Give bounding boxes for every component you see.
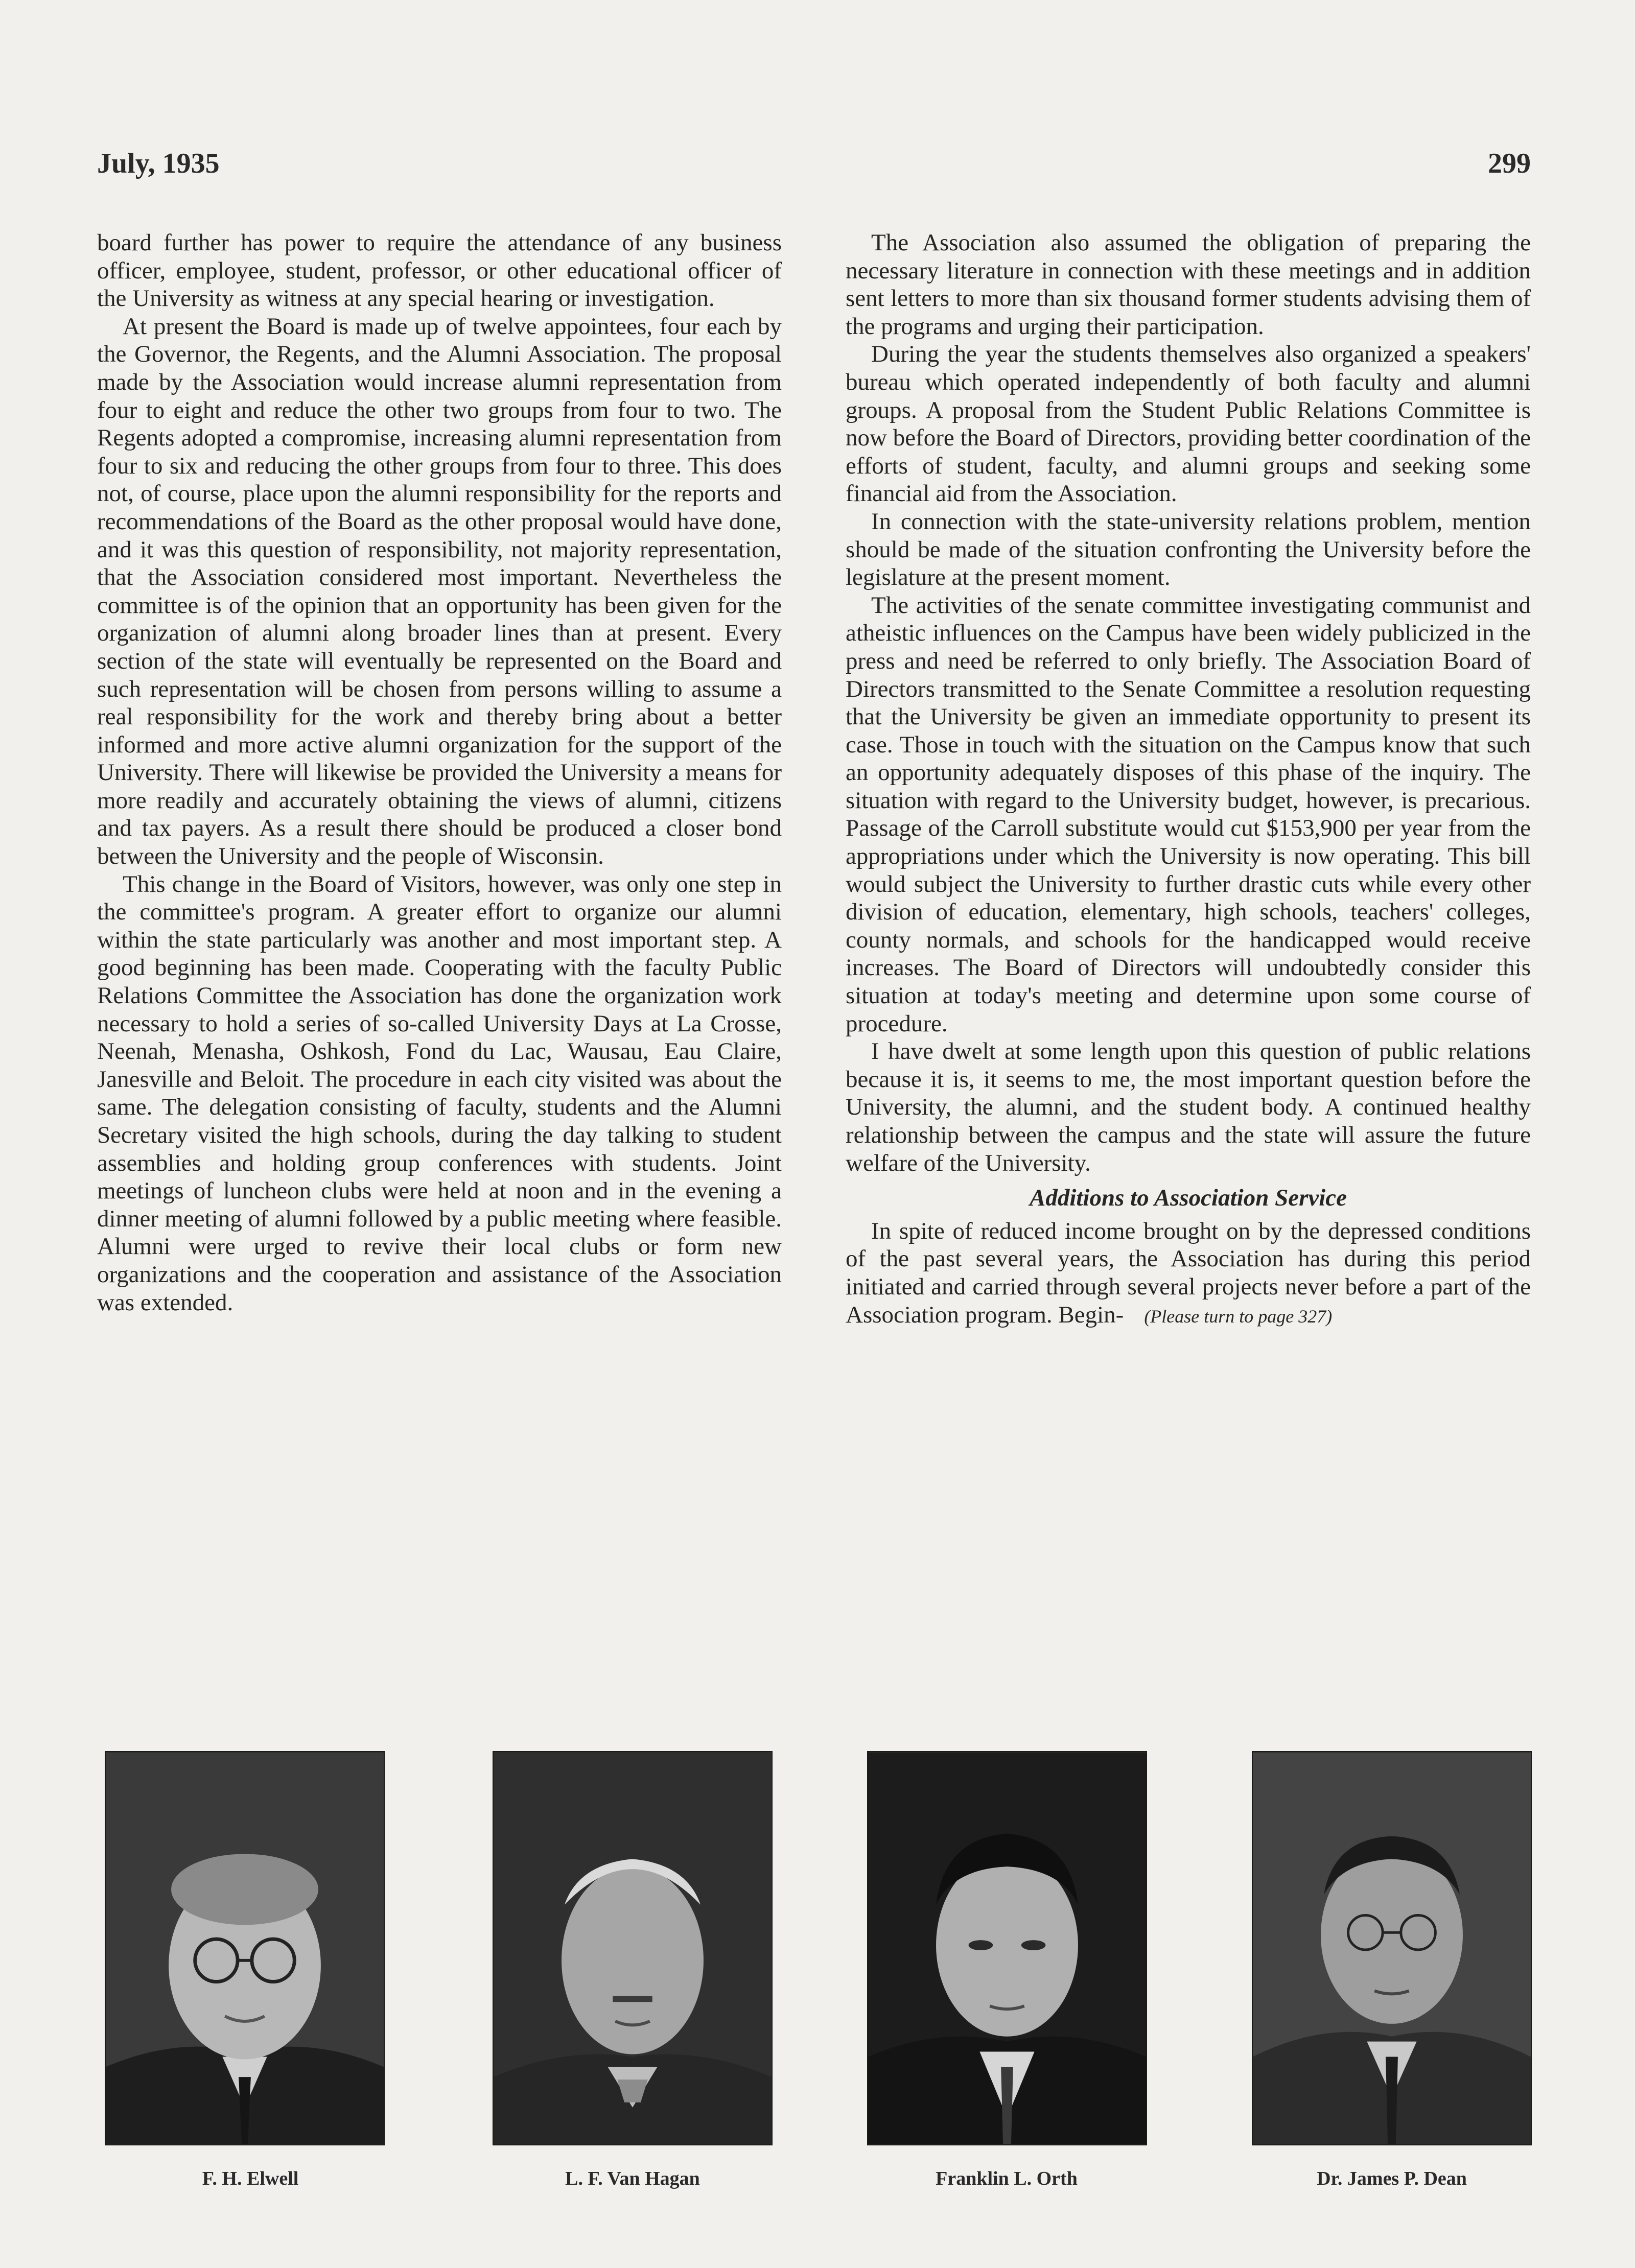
portrait-image [494, 1752, 772, 2144]
paragraph-text: In spite of reduced income brought on by the depressed conditions of the past several years, the Association has during this period initiated and carried through several projects never before a part of the Association program. Begin- [846, 1217, 1531, 1328]
portrait-photo [867, 1751, 1147, 2145]
portrait-photo [105, 1751, 385, 2145]
right-column [846, 229, 1531, 1715]
portrait-image [868, 1752, 1146, 2144]
paragraph: This change in the Board of Visitors, however, was only one step in the committee's program. A greater effort to organize our alumni within the state particularly was another and most important step. A good beginning has been made. Cooperating with the faculty Public Relations Committee the Association has done the organization work necessary to hold a series of so-called University Days at La Crosse, Neenah, Menasha, Oshkosh, Fond du Lac, Wausau, Eau Claire, Janesville and Beloit. The procedure in each city visited was about the same. The delegation consisting of faculty, students and the Alumni Secretary visited the high schools, during the day talking to student assemblies and holding group conferences with students. Joint meetings of luncheon clubs were held at noon and in the evening a dinner meeting of alumni followed by a public meeting where feasible. Alumni were urged to revive their local clubs or form new organizations and the cooperation and assistance of the Association was extended. [97, 870, 782, 1316]
paragraph [846, 1217, 1531, 1330]
portrait-caption: F. H. Elwell [202, 2168, 299, 2189]
left-column [97, 229, 782, 1715]
portrait-row [0, 1751, 1635, 2189]
section-heading: Additions to Association Service [1029, 1185, 1347, 1212]
issue-date: July, 1935 [97, 148, 220, 179]
paragraph: The activities of the senate committee investigating communist and atheistic influences on the Campus have been widely publicized in the press and need be referred to only briefly. The Association Board of Directors transmitted to the Senate Committee a resolution requesting that the University be given an immediate opportunity to present its case. Those in touch with the situation on the Campus know that such an opportunity adequately disposes of this phase of the inquiry. The situation with regard to the University budget, however, is precarious. Passage of the Carroll substitute would cut $153,900 per year from the appropriations under which the University is now operating. This bill would subject the University to further drastic cuts while every other division of education, elementary, high schools, teachers' colleges, county normals, and schools for the handicapped would receive increases. The Board of Directors will undoubtedly consider this situation at today's meeting and determine upon some course of procedure. [846, 592, 1531, 1037]
portrait-image [1253, 1752, 1531, 2144]
portrait-photo [1252, 1751, 1532, 2145]
paragraph: The Association also assumed the obligation of preparing the necessary literature in connection with these meetings and in addition sent letters to more than six thousand former students advising them of the programs and urging their participation. [846, 229, 1531, 340]
page-header [97, 147, 1531, 188]
portrait-image [106, 1752, 384, 2144]
paragraph: board further has power to require the attendance of any business officer, employee, student, professor, or other educational officer of the University as witness at any special hearing or investigation. [97, 229, 782, 312]
paragraph: In connection with the state-university relations problem, mention should be made of the situation confronting the University before the legislature at the present moment. [846, 508, 1531, 591]
paragraph: At present the Board is made up of twelve appointees, four each by the Governor, the Regents, and the Alumni Association. The proposal made by the Association would increase alumni representation from four to eight and reduce the other two groups from four to two. The Regents adopted a compromise, increasing alumni representation from four to six and reducing the other groups from four to three. This does not, of course, place upon the alumni responsibility for the reports and recommendations of the Board as the other proposal would have done, and it was this question of responsibility, not majority representation, that the Association considered most important. Nevertheless the committee is of the opinion that an opportunity has been given for the organization of alumni along broader lines than at present. Every section of the state will eventually be represented on the Board and such representation will be chosen from persons willing to assume a real responsibility for the work and thereby bring about a better informed and more active alumni organization for the support of the University. There will likewise be provided the University a means for more readily and accurately obtaining the views of alumni, citizens and tax payers. As a result there should be produced a closer bond between the University and the people of Wisconsin. [97, 313, 782, 870]
portrait-caption: Dr. James P. Dean [1317, 2168, 1467, 2189]
page-number: 299 [1488, 148, 1531, 179]
portrait-caption: L. F. Van Hagan [565, 2168, 700, 2189]
portrait-photo [493, 1751, 773, 2145]
paragraph: I have dwelt at some length upon this question of public relations because it is, it seems to me, the most important question before the University, the alumni, and the student body. A continued healthy relationship between the campus and the state will assure the future welfare of the University. [846, 1038, 1531, 1176]
paragraph: During the year the students themselves also organized a speakers' bureau which operated independently of both faculty and alumni groups. A proposal from the Student Public Relations Committee is now before the Board of Directors, providing better coordination of the efforts of student, faculty, and alumni groups and seeking some financial aid from the Association. [846, 341, 1531, 507]
continued-note: (Please turn to page 327) [1144, 1306, 1333, 1327]
portrait-caption: Franklin L. Orth [936, 2168, 1078, 2189]
